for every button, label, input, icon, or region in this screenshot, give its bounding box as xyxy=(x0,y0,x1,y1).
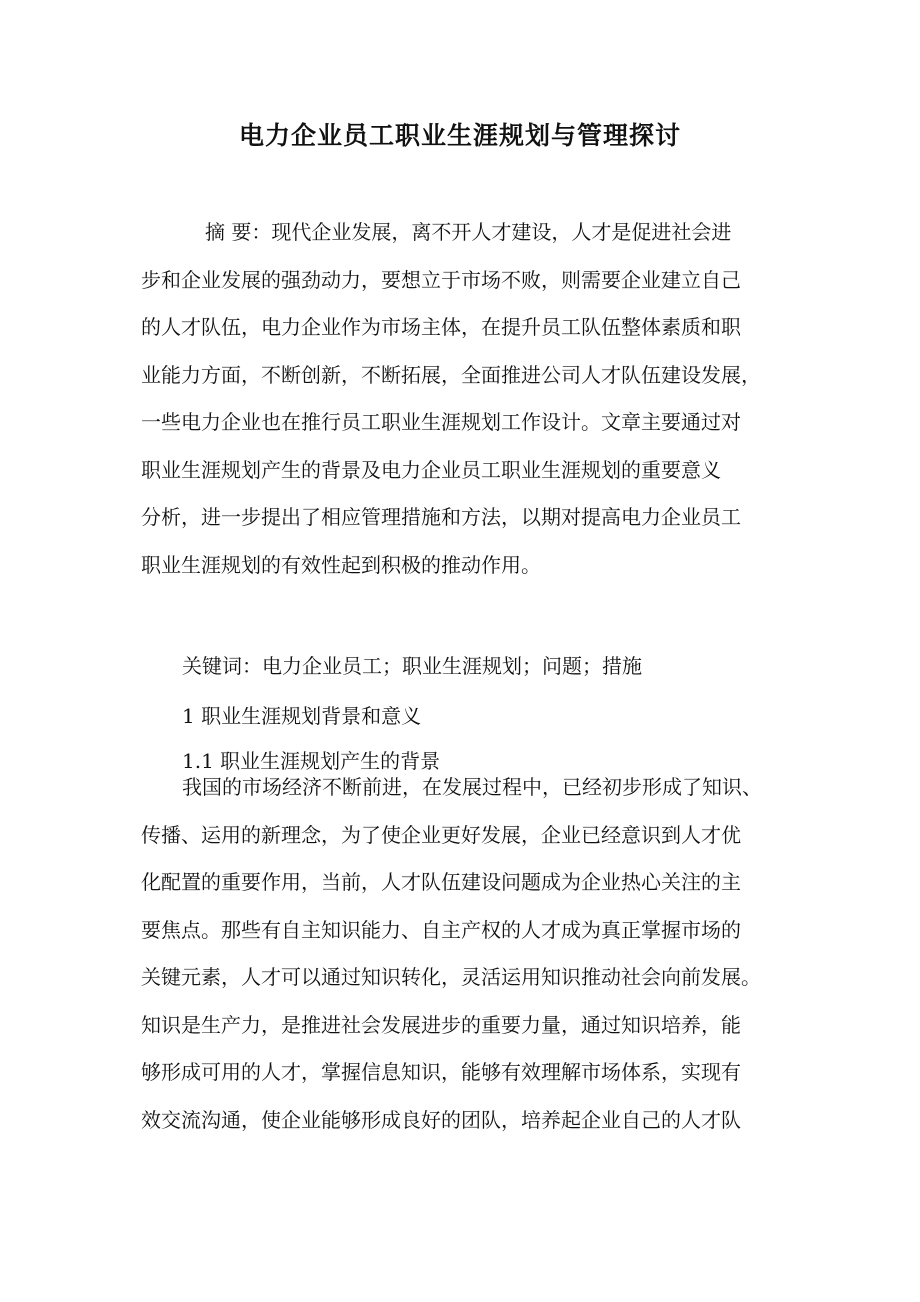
body-paragraph xyxy=(141,764,781,1144)
abstract-line: 职业生涯规划的有效性起到积极的推动作用。 xyxy=(141,552,541,577)
section-heading-1 xyxy=(141,693,781,741)
section-heading-text: 1.1 职业生涯规划产生的背景 xyxy=(182,749,441,773)
abstract-line: 业能力方面，不断创新，不断拓展，全面推进公司人才队伍建设发展， xyxy=(141,362,761,387)
section-heading-text: 1 职业生涯规划背景和意义 xyxy=(182,704,422,728)
body-line: 够形成可用的人才，掌握信息知识，能够有效理解市场体系，实现有 xyxy=(141,1060,741,1084)
body-line: 知识是生产力，是推进社会发展进步的重要力量，通过知识培养，能 xyxy=(141,1012,741,1037)
abstract-line: 职业生涯规划产生的背景及电力企业员工职业生涯规划的重要意义 xyxy=(141,457,721,482)
body-line: 效交流沟通，使企业能够形成良好的团队，培养起企业自己的人才队 xyxy=(141,1107,741,1132)
abstract-line: 分析，进一步提出了相应管理措施和方法，以期对提高电力企业员工 xyxy=(141,505,741,529)
abstract-line: 的人才队伍，电力企业作为市场主体，在提升员工队伍整体素质和职 xyxy=(141,315,741,339)
abstract-line: 步和企业发展的强劲动力，要想立于市场不败，则需要企业建立自己 xyxy=(141,267,741,292)
keywords-line xyxy=(141,643,781,691)
keywords-text: 关键词：电力企业员工；职业生涯规划；问题；措施 xyxy=(182,654,642,678)
body-line: 我国的市场经济不断前进，在发展过程中，已经初步形成了知识、 xyxy=(182,775,762,799)
abstract-paragraph xyxy=(141,209,781,589)
body-line: 传播、运用的新理念，为了使企业更好发展，企业已经意识到人才优 xyxy=(141,822,741,847)
abstract-line: 摘 要：现代企业发展，离不开人才建设，人才是促进社会进 xyxy=(205,220,732,244)
body-line: 化配置的重要作用，当前，人才队伍建设问题成为企业热心关注的主 xyxy=(141,870,741,894)
body-line: 要焦点。那些有自主知识能力、自主产权的人才成为真正掌握市场的 xyxy=(141,917,741,942)
page-title: 电力企业员工职业生涯规划与管理探讨 xyxy=(238,121,681,150)
body-line: 关键元素，人才可以通过知识转化，灵活运用知识推动社会向前发展。 xyxy=(141,965,761,989)
abstract-line: 一些电力企业也在推行员工职业生涯规划工作设计。文章主要通过对 xyxy=(141,410,741,434)
